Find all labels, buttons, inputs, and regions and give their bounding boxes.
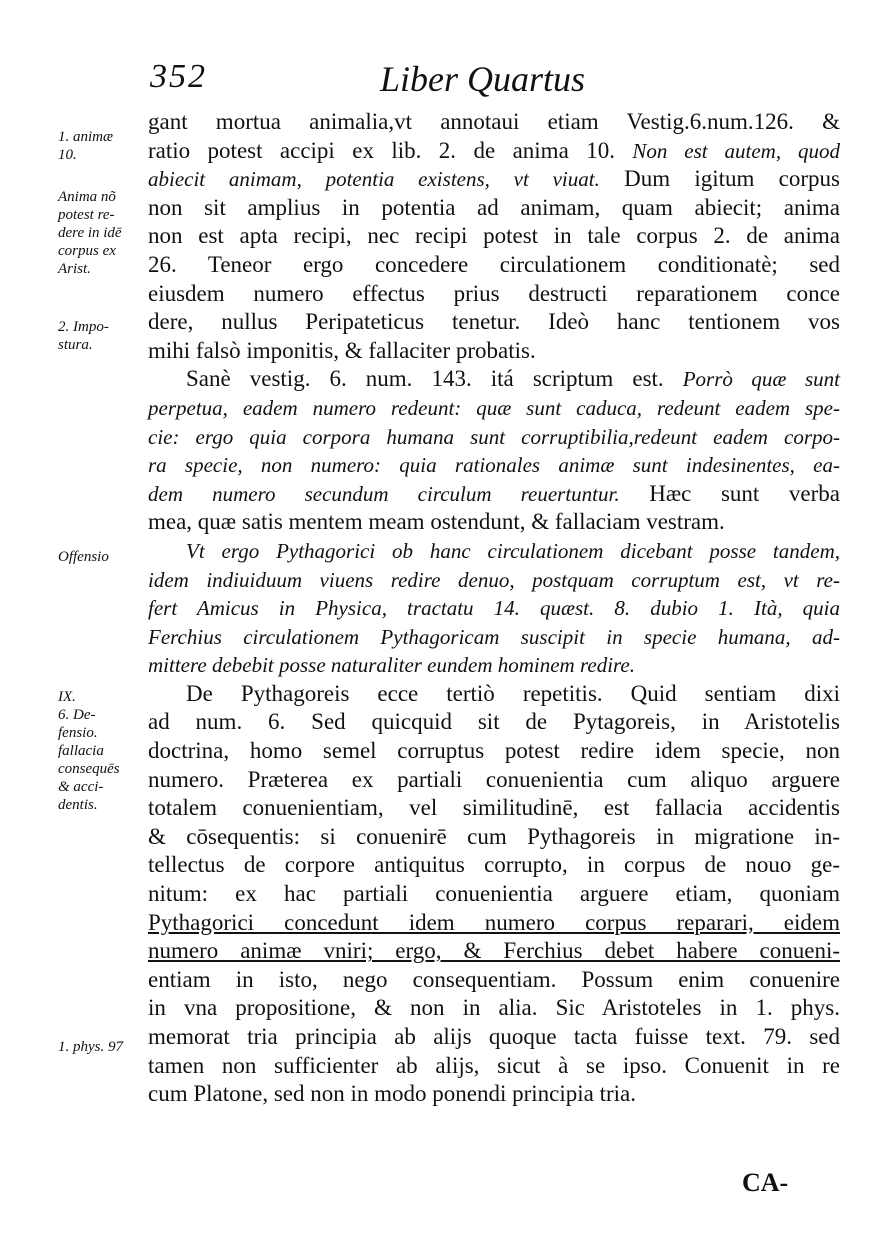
text-line bbox=[148, 708, 840, 737]
text-run: tellectus de corpore antiquitus corrupto, in corpus de nouo ge- bbox=[148, 852, 840, 878]
text-line bbox=[148, 1023, 840, 1052]
text-run: Pythagorici concedunt idem numero corpus reparari, eidem bbox=[148, 909, 840, 935]
italic-text-run: Non est autem, quod bbox=[632, 138, 841, 163]
italic-text-run: cie: ergo quia corpora humana sunt corruptibilia,redeunt eadem corpo- bbox=[148, 424, 840, 449]
text-line bbox=[148, 537, 840, 566]
text-line bbox=[148, 165, 840, 194]
marginal-note-line: Arist. bbox=[58, 261, 91, 277]
text-line bbox=[148, 194, 840, 223]
text-run: Sanè vestig. 6. num. 143. itá scriptum est. bbox=[186, 366, 683, 392]
text-line bbox=[148, 994, 840, 1023]
text-line bbox=[148, 823, 840, 852]
italic-text-run: idem indiuiduum viuens redire denuo, postquam corruptum est, vt re- bbox=[148, 567, 840, 592]
text-run: nitum: ex hac partiali conuenientia arguere etiam, quoniam bbox=[148, 881, 840, 907]
marginal-note-line: dere in idē bbox=[58, 225, 122, 241]
text-line bbox=[148, 1080, 840, 1109]
italic-text-run: abiecit animam, potentia existens, vt viuat. bbox=[148, 167, 600, 192]
text-line bbox=[148, 937, 840, 966]
text-line bbox=[148, 737, 840, 766]
running-title: Liber Quartus bbox=[380, 59, 586, 99]
marginal-note-line: corpus ex bbox=[58, 243, 116, 259]
marginal-note bbox=[58, 1038, 123, 1056]
marginal-note-line: potest re- bbox=[58, 207, 115, 223]
marginal-note bbox=[58, 318, 109, 354]
text-run: cum Platone, sed non in modo ponendi principia tria. bbox=[148, 1081, 637, 1107]
italic-text-run: Ferchius circulationem Pythagoricam suscipit in specie humana, ad- bbox=[148, 624, 840, 649]
text-run: eiusdem numero effectus prius destructi reparationem conce bbox=[148, 280, 840, 306]
text-line bbox=[148, 680, 840, 709]
text-run: totalem conuenientiam, vel similitudinē, est fallacia accidentis bbox=[148, 795, 840, 821]
text-line bbox=[148, 451, 840, 480]
marginal-note bbox=[58, 688, 120, 814]
text-line bbox=[148, 851, 840, 880]
marginal-note bbox=[58, 548, 109, 566]
marginal-note-line: fensio. bbox=[58, 725, 98, 741]
text-run: 26. Teneor ergo concedere circulationem conditionatè; sed bbox=[148, 251, 840, 277]
text-line bbox=[148, 1052, 840, 1081]
text-run: Dum igitum corpus bbox=[599, 166, 840, 192]
text-line bbox=[148, 337, 840, 366]
marginal-note bbox=[58, 128, 113, 164]
text-line bbox=[148, 108, 840, 137]
main-text-block bbox=[148, 108, 840, 1109]
text-run: doctrina, homo semel corruptus potest redire idem specie, non bbox=[148, 738, 840, 764]
text-run: numero. Præterea ex partiali conuenientia cum aliquo arguere bbox=[148, 766, 840, 792]
text-line bbox=[148, 623, 840, 652]
marginal-note-line: & acci- bbox=[58, 779, 104, 795]
marginal-note-line: 10. bbox=[58, 147, 77, 163]
text-run: De Pythagoreis ecce tertiò repetitis. Quid sentiam dixi bbox=[186, 680, 840, 706]
text-line bbox=[148, 480, 840, 509]
text-line bbox=[148, 222, 840, 251]
marginal-note-line: stura. bbox=[58, 337, 93, 353]
marginal-note-line: IX. bbox=[58, 689, 76, 705]
text-run: memorat tria principia ab alijs quoque tacta fuisse text. 79. sed bbox=[148, 1024, 840, 1049]
text-line bbox=[148, 594, 840, 623]
marginal-note-line: 1. animæ bbox=[58, 129, 114, 145]
text-run: Hæc sunt verba bbox=[619, 480, 841, 506]
text-line bbox=[148, 766, 840, 795]
text-line bbox=[148, 280, 840, 309]
text-line bbox=[148, 137, 840, 166]
italic-text-run: fert Amicus in Physica, tractatu 14. quæst. 8. dubio 1. Ità, quia bbox=[148, 596, 840, 621]
text-line bbox=[148, 423, 840, 452]
italic-text-run: Vt ergo Pythagorici ob hanc circulationem dicebant posse tandem, bbox=[186, 538, 840, 563]
italic-text-run: ra specie, non numero: quia rationales animæ sunt indesinentes, ea- bbox=[148, 453, 840, 478]
text-run: non sit amplius in potentia ad animam, quam abiecit; anima bbox=[148, 194, 840, 220]
text-line bbox=[148, 394, 840, 423]
text-line bbox=[148, 880, 840, 909]
text-run: dere, nullus Peripateticus tenetur. Ideò hanc tentionem vos bbox=[148, 309, 840, 335]
text-line bbox=[148, 966, 840, 995]
text-line bbox=[148, 566, 840, 595]
text-line bbox=[148, 794, 840, 823]
page-header bbox=[150, 58, 840, 108]
text-run: ratio potest accipi ex lib. 2. de anima 10. bbox=[148, 137, 633, 163]
text-line bbox=[148, 251, 840, 280]
text-run: non est apta recipi, nec recipi potest in tale corpus 2. de anima bbox=[148, 223, 840, 249]
marginal-note-line: 1. phys. 97 bbox=[58, 1039, 123, 1055]
text-run: mea, quæ satis mentem meam ostendunt, & fallaciam vestram. bbox=[148, 509, 725, 535]
page-number: 352 bbox=[150, 58, 207, 95]
italic-text-run: dem numero secundum circulum reuertuntur. bbox=[148, 481, 620, 506]
italic-text-run: Porrò quæ sunt bbox=[682, 367, 840, 392]
text-run: numero animæ vniri; ergo, & Ferchius debet habere conueni- bbox=[148, 938, 840, 964]
text-run: gant mortua animalia,vt annotaui etiam Vestig.6.num.126. & bbox=[148, 109, 840, 134]
text-run: & cōsequentis: si conuenirē cum Pythagoreis in migratione in- bbox=[148, 823, 840, 849]
text-run: in vna propositione, & non in alia. Sic Aristoteles in 1. phys. bbox=[148, 995, 840, 1021]
marginal-note-line: 2. Impo- bbox=[58, 319, 109, 335]
marginal-note-line: dentis. bbox=[58, 797, 98, 813]
text-run: entiam in isto, nego consequentiam. Possum enim conuenire bbox=[148, 966, 840, 992]
italic-text-run: perpetua, eadem numero redeunt: quæ sunt caduca, redeunt eadem spe- bbox=[148, 395, 840, 420]
catchword: CA- bbox=[742, 1168, 789, 1197]
marginal-note bbox=[58, 188, 122, 278]
marginal-note-line: fallacia bbox=[58, 743, 104, 759]
text-line bbox=[148, 308, 840, 337]
text-run: mihi falsò imponitis, & fallaciter probatis. bbox=[148, 337, 536, 363]
text-run: tamen non sufficienter ab alijs, sicut à se ipso. Conuenit in re bbox=[148, 1052, 840, 1078]
marginal-note-line: consequēs bbox=[58, 761, 120, 777]
marginal-note-line: Anima nõ bbox=[58, 189, 116, 205]
text-run: ad num. 6. Sed quicquid sit de Pytagoreis, in Aristotelis bbox=[148, 709, 840, 735]
marginal-note-line: Offensio bbox=[58, 549, 109, 565]
marginal-note-line: 6. De- bbox=[58, 707, 96, 723]
italic-text-run: mittere debebit posse naturaliter eundem hominem redire. bbox=[148, 653, 635, 678]
text-line bbox=[148, 651, 840, 680]
text-line bbox=[148, 508, 840, 537]
text-line bbox=[148, 365, 840, 394]
text-line bbox=[148, 909, 840, 938]
